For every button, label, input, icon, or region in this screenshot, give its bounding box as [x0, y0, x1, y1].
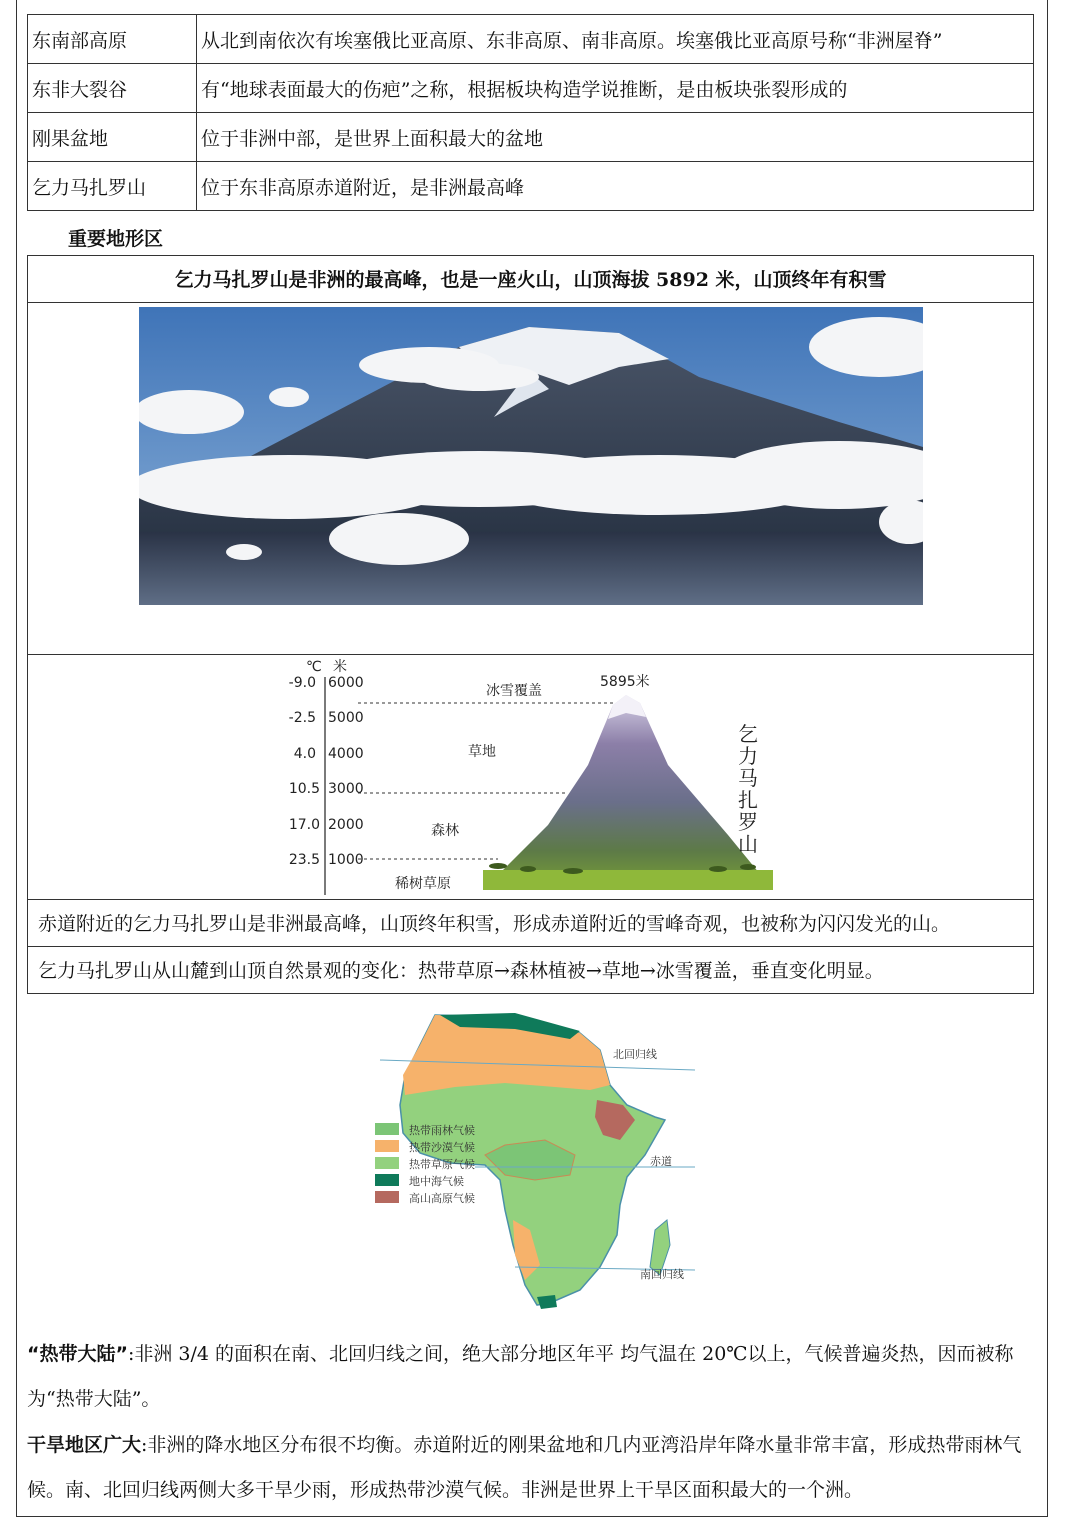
- terrain-table: [27, 14, 1034, 211]
- paragraph-heading: 干旱地区广大: [27, 1434, 142, 1456]
- terrain-desc: 从北到南依次有埃塞俄比亚高原、东非高原、南非高原。埃塞俄比亚高原号称“非洲屋脊”: [197, 15, 1034, 64]
- table-row: [28, 113, 1034, 162]
- temp-ticks: [289, 675, 320, 868]
- temp-tick: 10.5: [288, 781, 320, 797]
- svg-text:罗: 罗: [738, 810, 758, 834]
- svg-text:马: 马: [738, 766, 758, 790]
- terrain-name: 乞力马扎罗山: [28, 162, 197, 211]
- temp-tick: 17.0: [288, 817, 320, 833]
- svg-text:乞: 乞: [738, 722, 758, 746]
- alt-tick: 6000: [328, 675, 364, 691]
- alt-tick: 2000: [328, 817, 364, 833]
- alt-tick: 5000: [328, 710, 364, 726]
- temp-tick: -9.0: [288, 675, 316, 691]
- africa-climate-map: [365, 1005, 710, 1315]
- paragraph-heading: “热带大陆”: [27, 1343, 128, 1365]
- label-north-tropic: 北回归线: [613, 1048, 657, 1061]
- kilimanjaro-note-2: 乞力马扎罗山从山麓到山顶自然景观的变化：热带草原→森林植被→草地→冰雪覆盖，垂直变化明显。: [27, 946, 1034, 994]
- svg-text:扎: 扎: [738, 788, 758, 812]
- temp-tick: 4.0: [293, 746, 316, 762]
- terrain-desc: 位于东非高原赤道附近，是非洲最高峰: [197, 162, 1034, 211]
- kilimanjaro-photo: [139, 307, 923, 605]
- table-row: [28, 162, 1034, 211]
- alt-tick: 1000: [328, 852, 364, 868]
- label-south-tropic: 南回归线: [640, 1268, 684, 1281]
- terrain-name: 刚果盆地: [28, 113, 197, 162]
- kilimanjaro-photo-panel: [27, 302, 1034, 655]
- alt-tick: 4000: [328, 746, 364, 762]
- legend-item: 热带雨林气候: [409, 1124, 475, 1137]
- label-equator: 赤道: [650, 1155, 672, 1168]
- legend-item: 地中海气候: [409, 1175, 464, 1188]
- zone-label-forest: 森林: [431, 823, 459, 839]
- temp-unit: ℃: [306, 659, 322, 675]
- peak-label: 5895米: [600, 674, 650, 690]
- kilimanjaro-note-1: 赤道附近的乞力马扎罗山是非洲最高峰，山顶终年积雪，形成赤道附近的雪峰奇观，也被称为闪闪发光的山。: [27, 899, 1034, 947]
- paragraph-body: :非洲的降水地区分布很不均衡。赤道附近的刚果盆地和几内亚湾沿岸年降水量非常丰富，形成热带雨林气候。南、北回归线两侧大多干旱少雨，形成热带沙漠气候。非洲是世界上干旱区面积最大的一个洲。: [27, 1434, 1022, 1501]
- zone-label-savanna: 稀树草原: [395, 876, 451, 892]
- table-row: [28, 64, 1034, 113]
- paragraph-arid-regions: [27, 1423, 1037, 1513]
- legend-item: 高山高原气候: [409, 1192, 475, 1205]
- kilimanjaro-headline: 乞力马扎罗山是非洲的最高峰，也是一座火山，山顶海拔 5892 米，山顶终年有积雪: [27, 255, 1034, 303]
- alt-tick: 3000: [328, 781, 364, 797]
- alt-ticks: [328, 675, 364, 868]
- altitude-zonation-diagram: [27, 654, 1034, 900]
- temp-tick: 23.5: [288, 852, 320, 868]
- map-legend: [375, 1123, 475, 1205]
- legend-item: 热带沙漠气候: [409, 1141, 475, 1154]
- temp-tick: -2.5: [288, 710, 316, 726]
- terrain-name: 东南部高原: [28, 15, 197, 64]
- table-row: [28, 15, 1034, 64]
- svg-text:力: 力: [738, 744, 758, 768]
- alt-unit: 米: [333, 659, 347, 675]
- zone-label-snow: 冰雪覆盖: [486, 683, 542, 699]
- mountain-name-vertical: [738, 722, 758, 856]
- section-title: 重要地形区: [68, 228, 164, 250]
- paragraph-body: :非洲 3/4 的面积在南、北回归线之间，绝大部分地区年平 均气温在 20℃以上，气候普遍炎热，因而被称为“热带大陆”。: [27, 1343, 1014, 1410]
- terrain-name: 东非大裂谷: [28, 64, 197, 113]
- paragraph-tropical-continent: [27, 1332, 1037, 1422]
- zone-label-grass: 草地: [468, 744, 496, 760]
- legend-item: 热带草原气候: [409, 1158, 475, 1171]
- svg-text:山: 山: [738, 832, 758, 856]
- terrain-desc: 有“地球表面最大的伤疤”之称，根据板块构造学说推断，是由板块张裂形成的: [197, 64, 1034, 113]
- terrain-desc: 位于非洲中部，是世界上面积最大的盆地: [197, 113, 1034, 162]
